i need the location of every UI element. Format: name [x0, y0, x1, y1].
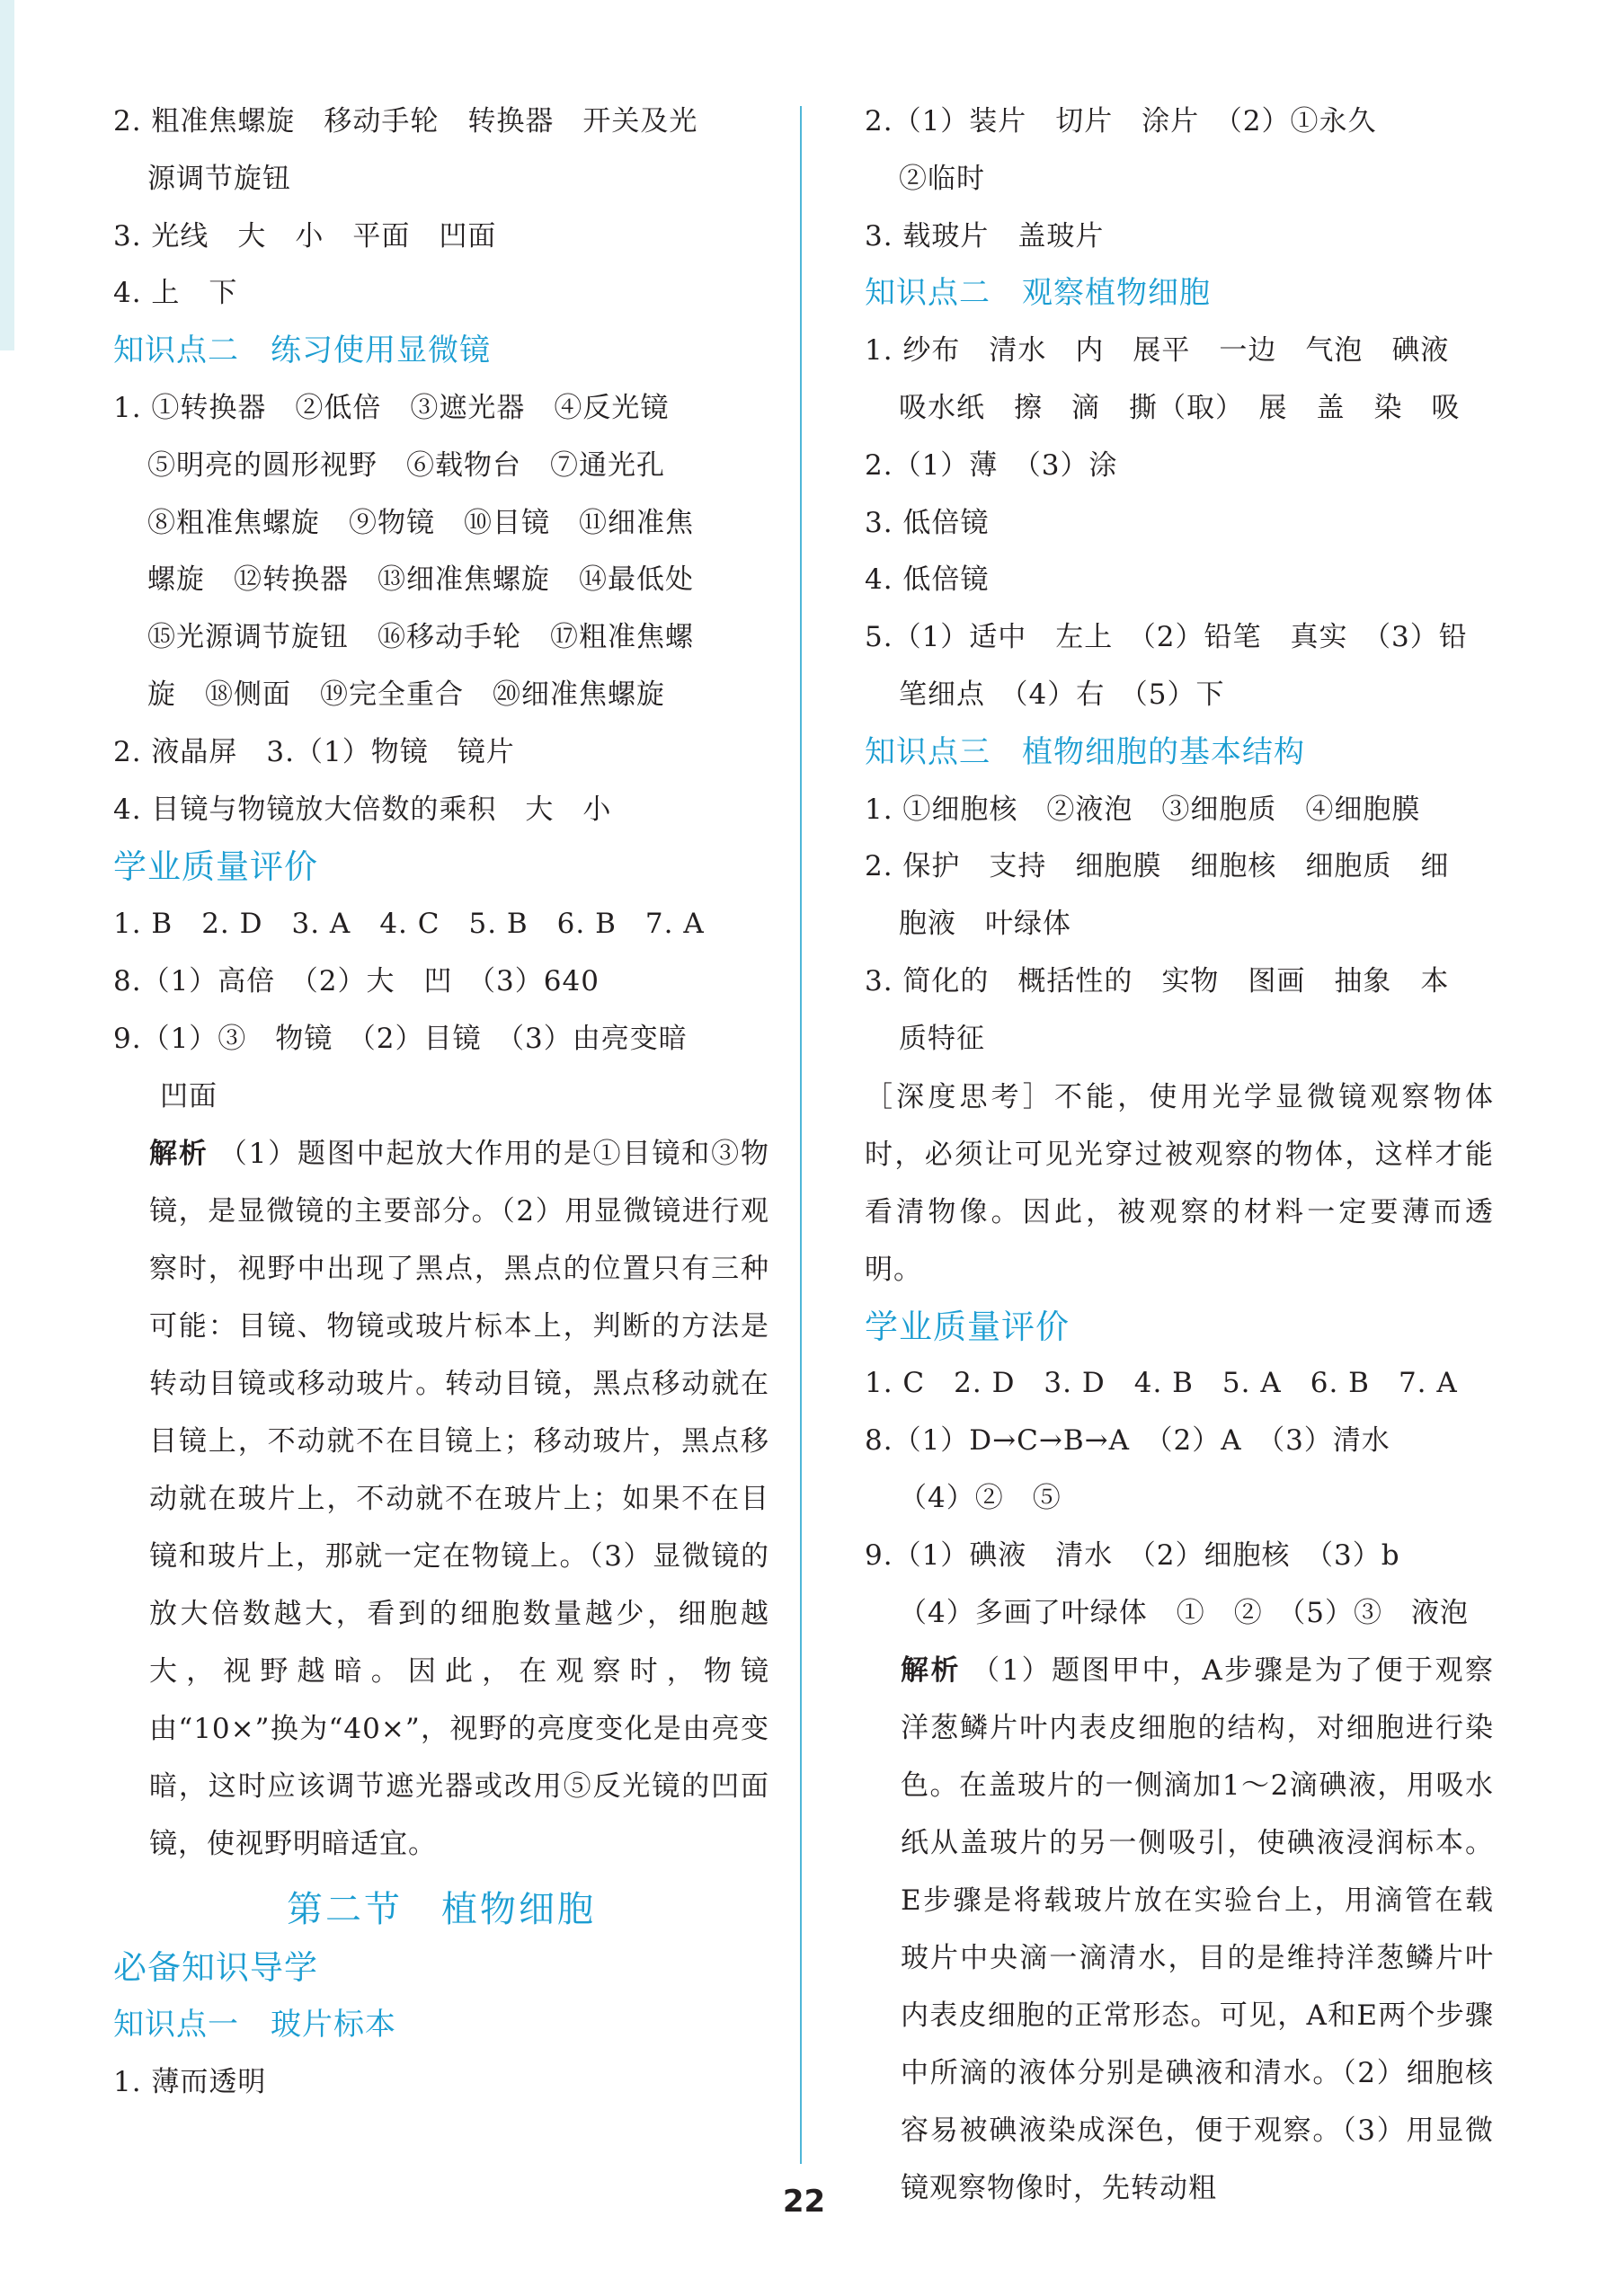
answer-line: 源调节旋钮 [147, 162, 291, 195]
answer-line: （4）多画了叶绿体 ① ② （5）③ 液泡 [899, 1596, 1469, 1629]
right-column [865, 93, 1494, 2217]
section-heading: 知识点三 植物细胞的基本结构 [865, 733, 1305, 770]
answer-line: 4. 低倍镜 [865, 563, 990, 597]
left-column [113, 93, 769, 2112]
answer-line: 1. C 2. D 3. D 4. B 5. A 6. B 7. A [865, 1367, 1458, 1400]
section-heading: 知识点二 观察植物细胞 [865, 275, 1211, 312]
answer-line: 5.（1）适中 左上 （2）铅笔 真实 （3）铅 [865, 621, 1468, 654]
section-heading: 学业质量评价 [113, 847, 318, 887]
section-title: 第二节 植物细胞 [287, 1889, 596, 1931]
answer-line: 8.（1）D→C→B→A （2）A （3）清水 [865, 1424, 1390, 1458]
analysis-text: （1）题图甲中，A步骤是为了便于观察洋葱鳞片叶内表皮细胞的结构，对细胞进行染色。在盖玻片的一侧滴加1～2滴碘液，用吸水纸从盖玻片的另一侧吸引，使碘液浸润标本。E步骤是将载玻片放在实验台上，用滴管在载玻片中央滴一滴清水，目的是维持洋葱鳞片叶内表皮细胞的正常形态。可见，A和E两个步骤中所滴的液体分别是碘液和清水。（2）细胞核容易被碘液染成深色，便于观察。（3）用显微镜观察物像时，先转动粗 [901, 1654, 1495, 2205]
answer-line: 3. 简化的 概括性的 实物 图画 抽象 本 [865, 964, 1450, 997]
answer-line: 1. ①细胞核 ②液泡 ③细胞质 ④细胞膜 [865, 793, 1421, 826]
edge-strip [0, 0, 14, 350]
answer-line: 8.（1）高倍 （2）大 凹 （3）640 [113, 964, 600, 997]
answer-line: 9.（1）碘液 清水 （2）细胞核 （3）b [865, 1538, 1400, 1572]
column-divider [800, 106, 802, 2164]
analysis-paragraph [865, 1642, 1494, 2217]
page-number: 22 [782, 2184, 826, 2220]
answer-line: ⑧粗准焦螺旋 ⑨物镜 ⑩目镜 ⑪细准焦 [147, 506, 694, 539]
answer-line: 3. 载玻片 盖玻片 [865, 219, 1105, 253]
section-heading: 知识点一 玻片标本 [113, 2006, 396, 2043]
answer-line: 螺旋 ⑫转换器 ⑬细准焦螺旋 ⑭最低处 [147, 563, 694, 597]
answer-line: 吸水纸 擦 滴 撕（取） 展 盖 染 吸 [899, 391, 1461, 424]
answer-line: 1. ①转换器 ②低倍 ③遮光器 ④反光镜 [113, 391, 670, 424]
analysis-text: （1）题图中起放大作用的是①目镜和③物镜，是显微镜的主要部分。（2）用显微镜进行观察时，视野中出现了黑点，黑点的位置只有三种可能：目镜、物镜或玻片标本上，判断的方法是转动目镜或移动玻片。转动目镜，黑点移动就在目镜上，不动就不在目镜上；移动玻片，黑点移动就在玻片上，不动就不在玻片上；如果不在目镜和玻片上，那就一定在物镜上。（3）显微镜的放大倍数越大，看到的细胞数量越少，细胞越大，视野越暗。因此，在观察时，物镜由“10×”换为“40×”，视野的亮度变化是由亮变暗，这时应该调节遮光器或改用⑤反光镜的凹面镜，使视野明暗适宜。 [149, 1138, 769, 1861]
answer-line: 2. 液晶屏 3.（1）物镜 镜片 [113, 735, 515, 768]
answer-line: 2. 粗准焦螺旋 移动手轮 转换器 开关及光 [113, 105, 698, 137]
section-heading: 学业质量评价 [865, 1307, 1070, 1346]
answer-line: 笔细点 （4）右 （5）下 [899, 678, 1225, 711]
analysis-label: 解析 [901, 1654, 961, 1688]
answer-line: 质特征 [899, 1022, 985, 1055]
answer-line: （4）② ⑤ [899, 1481, 1062, 1514]
answer-line: 1. 纱布 清水 内 展平 一边 气泡 碘液 [865, 334, 1450, 368]
section-heading: 知识点二 练习使用显微镜 [113, 332, 491, 369]
answer-line: 4. 目镜与物镜放大倍数的乘积 大 小 [113, 793, 612, 826]
answer-line: 2.（1）薄 （3）涂 [865, 448, 1118, 482]
analysis-paragraph [113, 1125, 769, 1873]
answer-line: 1. 薄而透明 [113, 2065, 267, 2098]
analysis-label: 解析 [149, 1138, 209, 1171]
answer-line: 1. B 2. D 3. A 4. C 5. B 6. B 7. A [113, 908, 705, 941]
deep-thinking-paragraph: ［深度思考］不能，使用光学显微镜观察物体时，必须让可见光穿过被观察的物体，这样才能看清物像。因此，被观察的材料一定要薄而透明。 [865, 1080, 1494, 1286]
answer-line: 胞液 叶绿体 [899, 908, 1071, 941]
answer-line: 9.（1）③ 物镜 （2）目镜 （3）由亮变暗 [113, 1022, 688, 1055]
answer-line: ⑤明亮的圆形视野 ⑥载物台 ⑦通光孔 [147, 448, 665, 482]
answer-line: ⑮光源调节旋钮 ⑯移动手轮 ⑰粗准焦螺 [147, 621, 694, 654]
answer-line: ②临时 [899, 162, 985, 195]
section-heading: 必备知识导学 [113, 1948, 318, 1988]
answer-line: 3. 光线 大 小 平面 凹面 [113, 219, 497, 253]
answer-line: 2. 保护 支持 细胞膜 细胞核 细胞质 细 [865, 850, 1450, 883]
answer-line: 凹面 [160, 1079, 218, 1113]
answer-line: 2.（1）装片 切片 涂片 （2）①永久 [865, 105, 1377, 137]
answer-line: 旋 ⑱侧面 ⑲完全重合 ⑳细准焦螺旋 [147, 678, 665, 711]
answer-line: 3. 低倍镜 [865, 506, 990, 539]
answer-line: 4. 上 下 [113, 277, 238, 310]
